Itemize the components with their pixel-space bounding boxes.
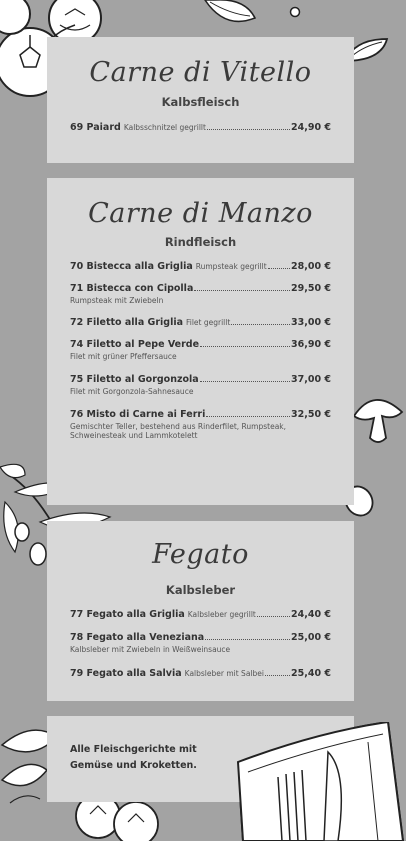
- item-description: Kalbsleber mit Salbei: [184, 669, 264, 678]
- leader-dots: [200, 380, 290, 382]
- item-name: 74 Filetto al Pepe Verde: [70, 339, 200, 350]
- item-name: 71 Bistecca con Cipolla: [70, 283, 194, 294]
- section-title: Fegato: [152, 539, 249, 570]
- leader-dots: [268, 267, 290, 269]
- section-fegato: [47, 521, 354, 701]
- item-price: 24,90 €: [291, 122, 331, 133]
- item-description: Rumpsteak gegrillt: [195, 262, 267, 271]
- leader-dots: [194, 289, 290, 291]
- item-price: 25,40 €: [291, 668, 331, 679]
- menu-item: [70, 374, 331, 396]
- item-price: 36,90 €: [291, 339, 331, 350]
- item-price: 24,40 €: [291, 609, 331, 620]
- item-name: 72 Filetto alla Griglia: [70, 317, 183, 328]
- item-name: 79 Fegato alla Salvia: [70, 668, 182, 679]
- peppercorn-illustration: [288, 5, 302, 19]
- item-sub-description: Filet mit Gorgonzola-Sahnesauce: [70, 387, 194, 396]
- item-name: 75 Filetto al Gorgonzola: [70, 374, 199, 385]
- note-line-2: Gemüse und Kroketten.: [70, 760, 197, 771]
- menu-item: [70, 317, 331, 328]
- menu-item: [70, 122, 331, 133]
- item-name: 76 Misto di Carne ai Ferri: [70, 409, 206, 420]
- napkin-overlay-illustration: [228, 722, 406, 841]
- item-sub-description: Kalbsleber mit Zwiebeln in Weißweinsauce: [70, 645, 231, 654]
- menu-item: [70, 339, 331, 361]
- item-description: Kalbsleber gegrillt: [187, 610, 256, 619]
- item-price: 29,50 €: [291, 283, 331, 294]
- item-sub-description: Filet mit grüner Pfeffersauce: [70, 352, 177, 361]
- item-sub-description: Rumpsteak mit Zwiebeln: [70, 296, 164, 305]
- section-subtitle: Kalbsfleisch: [161, 95, 240, 109]
- item-price: 28,00 €: [291, 261, 331, 272]
- item-price: 32,50 €: [291, 409, 331, 420]
- leader-dots: [231, 323, 290, 325]
- leader-dots: [207, 128, 290, 130]
- menu-item: [70, 609, 331, 620]
- item-name: 70 Bistecca alla Griglia: [70, 261, 193, 272]
- section-vitello: [47, 37, 354, 163]
- item-name: 78 Fegato alla Veneziana: [70, 632, 205, 643]
- note-line-1: Alle Fleischgerichte mit: [70, 744, 197, 755]
- section-title: Carne di Vitello: [89, 57, 312, 88]
- leader-dots: [257, 615, 290, 617]
- menu-item: [70, 283, 331, 305]
- item-name: 77 Fegato alla Griglia: [70, 609, 185, 620]
- menu-item: [70, 668, 331, 679]
- item-price: 25,00 €: [291, 632, 331, 643]
- basil-leaf-illustration: [200, 0, 260, 26]
- item-price: 37,00 €: [291, 374, 331, 385]
- menu-item: [70, 409, 331, 440]
- mushroom-illustration: [350, 392, 406, 446]
- item-name: 69 Paiard: [70, 122, 121, 133]
- item-price: 33,00 €: [291, 317, 331, 328]
- section-manzo: [47, 178, 354, 505]
- section-title: Carne di Manzo: [88, 198, 313, 229]
- leader-dots: [265, 674, 290, 676]
- section-subtitle: Rindfleisch: [164, 235, 237, 249]
- leader-dots: [200, 345, 290, 347]
- section-subtitle: Kalbsleber: [165, 583, 236, 597]
- leader-dots: [206, 415, 290, 417]
- item-description: Filet gegrillt: [186, 318, 231, 327]
- item-sub-description-line2: Schweinesteak und Lammkotelett: [70, 431, 198, 440]
- note-text: [70, 742, 230, 774]
- item-description: Kalbsschnitzel gegrillt: [123, 123, 206, 132]
- leader-dots: [205, 638, 290, 640]
- menu-item: [70, 632, 331, 654]
- menu-item: [70, 261, 331, 272]
- item-sub-description: Gemischter Teller, bestehend aus Rinderfilet, Rumpsteak,: [70, 422, 287, 431]
